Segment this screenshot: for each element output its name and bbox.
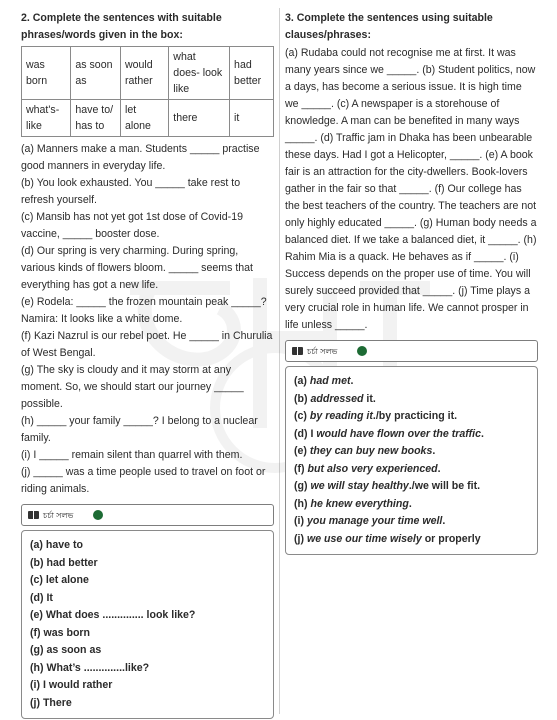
question-2-title: 2. Complete the sentences with suitable phrases/words given in the box: xyxy=(21,12,222,41)
right-column xyxy=(285,10,538,555)
phrase-cell: there xyxy=(169,100,230,137)
phrase-cell: let alone xyxy=(121,100,169,137)
phrase-box xyxy=(21,46,274,137)
sentence: (d) Our spring is very charming. During spring, various kinds of flowers bloom. _____ seems that everything has got a new life. xyxy=(21,245,254,291)
answer-item: (d) I would have flown over the traffic. xyxy=(294,427,484,440)
sentence: (j) _____ was a time people used to travel on foot or riding animals. xyxy=(21,466,266,495)
phrase-cell: had better xyxy=(230,47,274,100)
sentence: (a) Manners make a man. Students _____ practise good manners in everyday life. xyxy=(21,143,260,172)
left-column xyxy=(21,10,274,719)
phrase-box-row xyxy=(22,100,274,137)
practice-solve-bar xyxy=(285,340,538,362)
answer-item: (c) let alone xyxy=(30,574,89,586)
answer-item: (i) you manage your time well. xyxy=(294,515,446,527)
answer-item: (d) It xyxy=(30,591,53,604)
question-3-title: 3. Complete the sentences using suitable clauses/phrases: xyxy=(285,12,493,41)
sentence: (h) _____ your family _____? I belong to a nuclear family. xyxy=(21,415,258,444)
phrase-cell: it xyxy=(230,100,274,137)
status-dot xyxy=(357,346,367,356)
column-divider xyxy=(279,8,280,714)
answer-item: (i) I would rather xyxy=(30,679,113,691)
answer-item: (b) had better xyxy=(30,556,98,569)
answer-item: (e) What does .............. look like? xyxy=(30,609,196,621)
answer-item: (g) we will stay healthy./we will be fit. xyxy=(294,480,481,492)
answer-item: (a) had met. xyxy=(294,375,354,387)
sentence: (g) The sky is cloudy and it may storm at any moment. So, we should start our journey _____ possible. xyxy=(21,364,244,410)
answer-item: (j) There xyxy=(30,696,72,709)
practice-solve-label: চর্চা সলভ xyxy=(307,346,338,356)
phrase-cell: would rather xyxy=(121,47,169,100)
answer-item: (g) as soon as xyxy=(30,644,102,656)
phrase-cell: have to/ has to xyxy=(71,100,121,137)
status-dot xyxy=(93,510,103,520)
answer-item: (f) but also very experienced. xyxy=(294,462,441,475)
sentence: Namira: It looks like a white dome. xyxy=(21,313,183,325)
answer-item: (h) he knew everything. xyxy=(294,497,412,510)
answer-box xyxy=(285,366,538,555)
answer-item: (a) have to xyxy=(30,539,83,551)
answer-item: (j) we use our time wisely or properly xyxy=(294,532,481,545)
question-3-paragraph: (a) Rudaba could not recognise me at first. It was many years since we _____. (b) Student politics, now a days, has become a serious issue. It is high time we _____. (c) A newspaper is a storehouse of knowledge. A man can be benefited in many ways _____. (d) Traffic jam in Dhaka has been unbearable these days. Had I got a Helicopter, _____. (e) A book fair is an attraction for the city-dwellers. Book-lovers gather in the fair so that _____. (f) Our college has the best teachers of the country. The teachers are not only highly educated _____. (g) Human body needs a balanced diet. If we take a balanced diet, it _____. (h) Rahim Mia is a quack. He behaves as if _____. (i) Success depends on the proper use of time. You will surely succeed provided that _____. (j) Time plays a very crucial role in human life. We cannot prosper in life unless _____. xyxy=(285,47,537,331)
answer-box xyxy=(21,530,274,719)
answer-item: (f) was born xyxy=(30,626,91,639)
phrase-box-row xyxy=(22,47,274,100)
sentence: (c) Mansib has not yet got 1st dose of Covid-19 vaccine, _____ booster dose. xyxy=(21,211,243,240)
answer-item: (h) What’s ..............like? xyxy=(30,661,150,674)
sentence: (e) Rodela: _____ the frozen mountain peak _____? xyxy=(21,296,267,308)
phrase-cell: what does- look like xyxy=(169,47,230,100)
practice-solve-label: চর্চা সলভ xyxy=(43,510,74,520)
answer-item: (b) addressed it. xyxy=(294,392,376,405)
answer-item: (e) they can buy new books. xyxy=(294,445,436,457)
phrase-cell: what's- like xyxy=(22,100,71,137)
book-icon xyxy=(292,347,303,355)
book-icon xyxy=(28,511,39,519)
sentence: (i) I _____ remain silent than quarrel with them. xyxy=(21,449,243,461)
sentence: (b) You look exhausted. You _____ take rest to refresh yourself. xyxy=(21,177,241,206)
phrase-cell: was born xyxy=(22,47,71,100)
sentence: (f) Kazi Nazrul is our rebel poet. He _____ in Churulia of West Bengal. xyxy=(21,330,273,359)
phrase-cell: as soon as xyxy=(71,47,121,100)
practice-solve-bar xyxy=(21,504,274,526)
answer-item: (c) by reading it./by practicing it. xyxy=(294,410,458,422)
